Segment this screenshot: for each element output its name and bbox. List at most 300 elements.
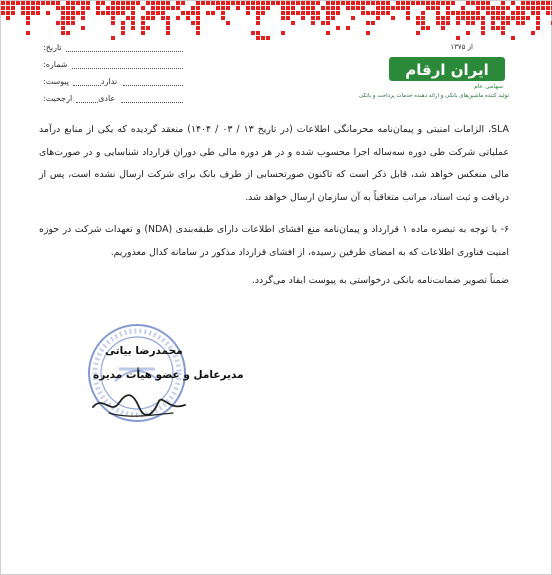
pixel-cell (501, 16, 505, 20)
pixel-cell (11, 6, 15, 10)
pixel-cell (111, 1, 115, 5)
pixel-cell (451, 1, 455, 5)
pixel-cell (281, 16, 285, 20)
pixel-cell (461, 11, 465, 15)
pixel-cell (251, 1, 255, 5)
pixel-cell (61, 6, 65, 10)
pixel-cell (71, 16, 75, 20)
pixel-cell (546, 11, 550, 15)
pixel-cell (121, 6, 125, 10)
pixel-cell (261, 11, 265, 15)
pixel-cell (186, 11, 190, 15)
pixel-cell (501, 26, 505, 30)
pixel-cell (346, 6, 350, 10)
pixel-cell (181, 11, 185, 15)
pixel-cell (351, 1, 355, 5)
logo-tagline: تولید کننده ماشین‌های بانکی و ارائه دهنده خدمات پرداخت و بانکی (358, 93, 509, 99)
pixel-cell (141, 6, 145, 10)
pixel-cell (141, 21, 145, 25)
pixel-cell (216, 1, 220, 5)
pixel-cell (226, 1, 230, 5)
pixel-cell (446, 1, 450, 5)
pixel-cell (1, 6, 5, 10)
pixel-cell (441, 21, 445, 25)
pixel-cell (226, 6, 230, 10)
pixel-cell (26, 21, 30, 25)
pixel-cell (366, 1, 370, 5)
pixel-cell (496, 26, 500, 30)
pixel-cell (256, 36, 260, 40)
pixel-cell (246, 1, 250, 5)
pixel-cell (161, 1, 165, 5)
pixel-cell (431, 6, 435, 10)
priority-dots-tail (121, 94, 183, 103)
pixel-cell (476, 6, 480, 10)
pixel-cell (206, 1, 210, 5)
pixel-cell (361, 6, 365, 10)
pixel-cell (196, 16, 200, 20)
pixel-cell (436, 6, 440, 10)
pixel-cell (221, 6, 225, 10)
pixel-cell (546, 1, 550, 5)
pixel-cell (406, 16, 410, 20)
pixel-cell (456, 11, 460, 15)
pixel-cell (121, 21, 125, 25)
pixel-cell (481, 16, 485, 20)
pixel-cell (221, 1, 225, 5)
pixel-cell (71, 6, 75, 10)
pixel-cell (536, 1, 540, 5)
pixel-cell (246, 11, 250, 15)
pixel-cell (491, 21, 495, 25)
pixel-cell (61, 11, 65, 15)
pixel-cell (506, 21, 510, 25)
pixel-cell (81, 6, 85, 10)
pixel-cell (306, 11, 310, 15)
pixel-cell (81, 1, 85, 5)
pixel-cell (526, 6, 530, 10)
pixel-cell (166, 16, 170, 20)
pixel-cell (291, 1, 295, 5)
pixel-cell (371, 1, 375, 5)
pixel-cell (256, 16, 260, 20)
pixel-cell (491, 26, 495, 30)
pixel-cell (26, 31, 30, 35)
priority-value: عادی (98, 94, 116, 103)
pixel-cell (111, 11, 115, 15)
pixel-cell (166, 6, 170, 10)
pixel-cell (46, 1, 50, 5)
pixel-cell (536, 16, 540, 20)
pixel-cell (61, 26, 65, 30)
pixel-cell (431, 1, 435, 5)
pixel-cell (516, 6, 520, 10)
attachment-value: ندارد (101, 77, 118, 86)
pixel-cell (316, 1, 320, 5)
pixel-cell (476, 1, 480, 5)
pixel-cell (511, 1, 515, 5)
pixel-cell (326, 11, 330, 15)
pixel-cell (331, 1, 335, 5)
pixel-cell (491, 16, 495, 20)
pixel-cell (51, 1, 55, 5)
pixel-cell (66, 16, 70, 20)
pixel-cell (376, 16, 380, 20)
pixel-cell (76, 11, 80, 15)
pixel-cell (56, 21, 60, 25)
pixel-cell (406, 1, 410, 5)
pixel-cell (361, 1, 365, 5)
pixel-cell (496, 16, 500, 20)
pixel-cell (16, 1, 20, 5)
pixel-cell (301, 16, 305, 20)
logo-wordmark-text: ایران ارقام (405, 61, 489, 79)
pixel-cell (421, 16, 425, 20)
pixel-cell (211, 1, 215, 5)
pixel-cell (101, 11, 105, 15)
pixel-cell (76, 1, 80, 5)
pixel-cell (436, 11, 440, 15)
pixel-cell (411, 1, 415, 5)
pixel-cell (286, 16, 290, 20)
pixel-cell (406, 11, 410, 15)
attachment-dots (73, 77, 101, 86)
pixel-cell (56, 1, 60, 5)
pixel-cell (81, 26, 85, 30)
pixel-cell (446, 21, 450, 25)
pixel-cell (466, 11, 470, 15)
pixel-cell (256, 31, 260, 35)
pixel-cell (366, 21, 370, 25)
pixel-cell (266, 1, 270, 5)
pixel-cell (81, 11, 85, 15)
pixel-cell (146, 1, 150, 5)
pixel-cell (1, 11, 5, 15)
pixel-cell (331, 11, 335, 15)
pixel-cell (271, 1, 275, 5)
pixel-cell (176, 16, 180, 20)
letter-meta (43, 39, 183, 107)
pixel-cell (511, 36, 515, 40)
pixel-cell (501, 21, 505, 25)
pixel-cell (111, 16, 115, 20)
pixel-cell (36, 11, 40, 15)
pixel-cell (521, 1, 525, 5)
pixel-cell (231, 1, 235, 5)
pixel-cell (46, 11, 50, 15)
pixel-cell (26, 11, 30, 15)
pixel-cell (126, 1, 130, 5)
pixel-cell (66, 31, 70, 35)
pixel-cell (151, 16, 155, 20)
pixel-cell (26, 6, 30, 10)
number-dots (72, 60, 183, 69)
pixel-cell (131, 6, 135, 10)
pixel-cell (136, 1, 140, 5)
pixel-cell (126, 6, 130, 10)
pixel-cell (391, 16, 395, 20)
pixel-cell (236, 6, 240, 10)
paragraph-1: SLA، الزامات امنیتی و پیمان‌نامه محرمانگی اطلاعات (در تاریخ ۱۳ / ۰۳ / ۱۴۰۴) منعقد گردیده که یکی از منابع درآمد عملیاتی شرکت طی دوره سه‌ساله اجرا محسوب شده و در هر دوره مالی طی دوران قرارداد شناسایی و در صورت‌های مالی منعکس خواهد شد، قابل ذکر است که تاکنون صورتحسابی از طرف بانک برای شرکت ارسال نشده است، پس از دریافت و ثبت اسناد، مراتب متعاقباً به آن سازمان ارسال خواهد شد. (39, 124, 509, 203)
pixel-cell (286, 11, 290, 15)
pixel-cell (116, 11, 120, 15)
pixel-cell (541, 6, 545, 10)
pixel-cell (371, 21, 375, 25)
pixel-cell (251, 31, 255, 35)
pixel-cell (381, 11, 385, 15)
pixel-cell (381, 1, 385, 5)
pixel-cell (516, 21, 520, 25)
pixel-cell (266, 36, 270, 40)
pixel-cell (336, 6, 340, 10)
pixel-cell (396, 1, 400, 5)
pixel-cell (426, 26, 430, 30)
pixel-cell (96, 6, 100, 10)
pixel-cell (401, 6, 405, 10)
pixel-cell (506, 6, 510, 10)
pixel-cell (151, 6, 155, 10)
date-label: تاریخ: (43, 43, 62, 52)
pixel-cell (146, 16, 150, 20)
paragraph-3: ضمناً تصویر ضمانت‌نامه بانکی درخواستی به پیوست ایفاد می‌گردد. (251, 275, 509, 286)
pixel-cell (141, 26, 145, 30)
pixel-cell (511, 11, 515, 15)
pixel-cell (441, 1, 445, 5)
pixel-cell (476, 16, 480, 20)
pixel-cell (261, 36, 265, 40)
pixel-cell (21, 6, 25, 10)
pixel-cell (291, 6, 295, 10)
pixel-cell (146, 11, 150, 15)
pixel-cell (311, 11, 315, 15)
pixel-cell (281, 1, 285, 5)
pixel-cell (61, 21, 65, 25)
pixel-cell (196, 21, 200, 25)
pixel-cell (216, 6, 220, 10)
pixel-cell (501, 6, 505, 10)
pixel-cell (386, 11, 390, 15)
pixel-cell (156, 6, 160, 10)
pixel-cell (321, 21, 325, 25)
pixel-cell (336, 11, 340, 15)
number-field (43, 56, 183, 73)
pixel-cell (416, 16, 420, 20)
pixel-cell (261, 6, 265, 10)
signatory-name: محمدرضا بیاتی (105, 345, 183, 357)
pixel-cell (96, 11, 100, 15)
pixel-cell (256, 1, 260, 5)
letter-body (39, 119, 509, 293)
pixel-cell (326, 16, 330, 20)
pixel-cell (66, 11, 70, 15)
pixel-cell (71, 21, 75, 25)
pixel-cell (336, 26, 340, 30)
pixel-cell (416, 21, 420, 25)
pixel-cell (61, 16, 65, 20)
pixel-cell (361, 11, 365, 15)
pixel-cell (196, 31, 200, 35)
pixel-cell (156, 11, 160, 15)
pixel-cell (521, 21, 525, 25)
pixel-cell (131, 21, 135, 25)
pixel-cell (461, 16, 465, 20)
pixel-cell (326, 1, 330, 5)
pixel-cell (246, 6, 250, 10)
pixel-cell (421, 26, 425, 30)
pixel-cell (481, 21, 485, 25)
pixel-cell (471, 21, 475, 25)
handwritten-signature (89, 385, 189, 423)
pixel-cell (351, 6, 355, 10)
pixel-cell (481, 26, 485, 30)
pixel-cell (471, 1, 475, 5)
pixel-cell (376, 6, 380, 10)
pixel-cell (26, 1, 30, 5)
pixel-cell (121, 11, 125, 15)
pixel-cell (516, 11, 520, 15)
pixel-cell (296, 1, 300, 5)
pixel-cell (181, 1, 185, 5)
pixel-cell (306, 1, 310, 5)
signatory-title: مدیرعامل و عضو هیأت مدیره (93, 369, 244, 381)
pixel-cell (526, 1, 530, 5)
pixel-cell (256, 21, 260, 25)
company-logo (358, 35, 509, 107)
pixel-cell (96, 1, 100, 5)
pixel-cell (101, 1, 105, 5)
logo-established: از ۱۳۷۵ (450, 43, 473, 51)
pixel-cell (281, 11, 285, 15)
pixel-cell (11, 1, 15, 5)
pixel-cell (141, 31, 145, 35)
pixel-cell (146, 26, 150, 30)
pixel-cell (456, 16, 460, 20)
pixel-cell (466, 1, 470, 5)
pixel-cell (111, 21, 115, 25)
pixel-cell (546, 6, 550, 10)
pixel-cell (326, 6, 330, 10)
pixel-cell (151, 1, 155, 5)
pixel-cell (466, 21, 470, 25)
pixel-cell (536, 11, 540, 15)
pixel-cell (86, 6, 90, 10)
pixel-cell (416, 1, 420, 5)
pixel-cell (31, 11, 35, 15)
pixel-cell (56, 6, 60, 10)
pixel-cell (336, 1, 340, 5)
attachment-dots-tail (123, 77, 183, 86)
pixel-cell (66, 1, 70, 5)
pixel-cell (116, 6, 120, 10)
pixel-cell (316, 11, 320, 15)
pixel-cell (396, 6, 400, 10)
pixel-cell (276, 1, 280, 5)
pixel-cell (311, 6, 315, 10)
pixel-cell (316, 16, 320, 20)
pixel-cell (66, 6, 70, 10)
priority-label: ارجحیت: (43, 94, 73, 103)
pixel-cell (201, 1, 205, 5)
pixel-cell (186, 16, 190, 20)
pixel-cell (301, 1, 305, 5)
pixel-cell (421, 21, 425, 25)
pixel-cell (36, 1, 40, 5)
pixel-cell (531, 31, 535, 35)
pixel-cell (376, 11, 380, 15)
pixel-cell (221, 11, 225, 15)
pixel-cell (196, 6, 200, 10)
pixel-cell (41, 1, 45, 5)
attachment-label: پیوست: (43, 77, 70, 86)
pixel-cell (196, 1, 200, 5)
attachment-field (43, 73, 183, 90)
pixel-cell (121, 1, 125, 5)
pixel-cell (166, 1, 170, 5)
pixel-cell (111, 6, 115, 10)
pixel-cell (406, 6, 410, 10)
pixel-cell (176, 1, 180, 5)
pixel-cell (441, 16, 445, 20)
pixel-cell (6, 16, 10, 20)
pixel-cell (476, 11, 480, 15)
pixel-cell (341, 1, 345, 5)
pixel-cell (331, 16, 335, 20)
pixel-cell (26, 16, 30, 20)
pixel-cell (481, 1, 485, 5)
pixel-cell (346, 26, 350, 30)
pixel-cell (466, 16, 470, 20)
pixel-cell (161, 6, 165, 10)
pixel-cell (176, 6, 180, 10)
pixel-cell (141, 16, 145, 20)
pixel-cell (501, 1, 505, 5)
pixel-cell (446, 11, 450, 15)
pixel-cell (451, 11, 455, 15)
pixel-cell (226, 21, 230, 25)
pixel-cell (446, 16, 450, 20)
pixel-cell (281, 31, 285, 35)
pixel-cell (156, 1, 160, 5)
pixel-cell (256, 11, 260, 15)
pixel-cell (351, 16, 355, 20)
pixel-cell (196, 11, 200, 15)
pixel-cell (381, 6, 385, 10)
pixel-cell (481, 6, 485, 10)
pixel-cell (531, 6, 535, 10)
pixel-cell (236, 1, 240, 5)
pixel-cell (126, 16, 130, 20)
pixel-cell (401, 1, 405, 5)
pixel-cell (21, 1, 25, 5)
pixel-cell (371, 11, 375, 15)
pixel-cell (486, 6, 490, 10)
pixel-cell (71, 1, 75, 5)
pixel-cell (71, 11, 75, 15)
pixel-cell (6, 11, 10, 15)
pixel-cell (446, 6, 450, 10)
pixel-cell (6, 1, 10, 5)
pixel-cell (161, 11, 165, 15)
pixel-cell (521, 6, 525, 10)
pixel-cell (461, 6, 465, 10)
pixel-cell (436, 1, 440, 5)
pixel-cell (426, 1, 430, 5)
pixel-cell (171, 6, 175, 10)
pixel-cell (61, 31, 65, 35)
logo-wordmark (389, 55, 505, 83)
pixel-cell (221, 16, 225, 20)
pixel-cell (471, 16, 475, 20)
